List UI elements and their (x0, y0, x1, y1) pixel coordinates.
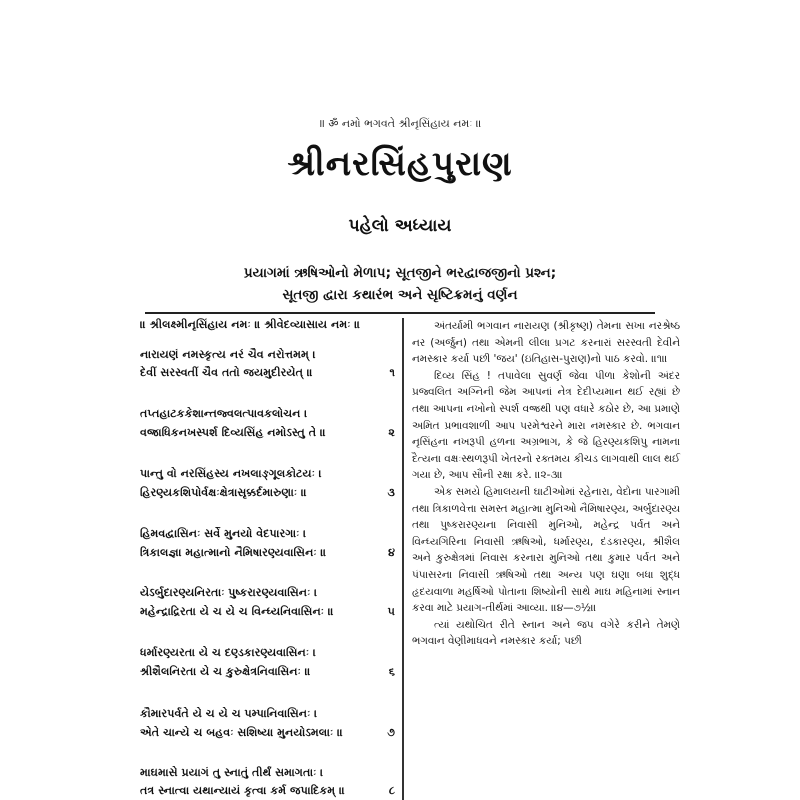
verse-line: પાન્તુ વો નરસિંહસ્ય નખલાઙ્ગૂલકોટયઃ । (140, 467, 322, 480)
invocation-line: ॥ ॐ નમો ભગવતે શ્રીનૃસિંહાય નમઃ ॥ (318, 117, 482, 130)
verse-text: ત્રિકાલજ્ઞા મહાત્માનો નૈમિષારણ્યવાસિનઃ ॥ (140, 546, 327, 559)
verse-text: દેવીં સરસ્વતીં ચૈવ તતો જયમુદીરયેત્ ॥ (140, 366, 313, 379)
verse-line: કૌમારપર્વતે યે ચ યે ચ પમ્પાનિવાસિનઃ । (140, 707, 318, 720)
chapter-summary (0, 262, 800, 306)
page-title: શ્રીનરસિંહપુરાણ (287, 144, 513, 184)
summary-line-1: પ્રયાગમાં ઋષિઓનો મેળાપ; સૂતજીને ભરદ્વાજજીનો પ્રશ્ન; (243, 265, 557, 281)
summary-line-2: સૂતજી દ્વારા કથારંભ અને સૃષ્ટિક્રમનું વર્ણન (282, 287, 518, 303)
verse-text: તત્ર સ્નાત્વા યથાન્યાયં કૃત્વા કર્મ જપાદિકમ્ ॥ (140, 784, 345, 797)
verse-line: ધર્મારણ્યરતા યે ચ દણ્ડકારણ્યવાસિનઃ । (140, 646, 316, 659)
verse-line: તપ્તહાટકકેશાન્તજ્વલત્પાવકલોચન । (140, 407, 308, 420)
verse-number: ૫ (387, 605, 395, 618)
verse-line (140, 784, 395, 798)
verse-line (140, 605, 395, 619)
verse-text: એતે ચાન્યે ચ બહવઃ સશિષ્યા મુનયોઽમલાઃ ॥ (140, 726, 344, 739)
translation-paragraph: ત્યાં યથોચિત રીતે સ્નાન અને જપ વગેરે કરીને તેમણે ભગવાન વેણીમાધવને નમસ્કાર કર્યા; પછી (412, 618, 680, 648)
verse-line: યેઽર્બુદારણ્યનિરતાઃ પુષ્કરારણ્યવાસિનઃ । (140, 586, 318, 599)
column-divider (402, 318, 404, 800)
verse-number: ૬ (388, 665, 395, 678)
translation-paragraph: અંતર્યામી ભગવાન નારાયણ (શ્રીકૃષ્ણ) તેમના સખા નરશ્રેષ્ઠ નર (અર્જુન) તથા એમની લીલા પ્રગટ કરનારાં સરસ્વતી દેવીને નમસ્કાર કર્યા પછી 'જય' (ઇતિહાસ-પુરાણ)નો પાઠ કરવો. ॥૧॥ (412, 320, 680, 366)
verse-line (140, 426, 395, 440)
verse-line (140, 546, 395, 560)
header-rule (145, 312, 655, 314)
verse-text: શ્રીશૈલનિરતા યે ચ કુરુક્ષેત્રનિવાસિનઃ ॥ (140, 665, 311, 678)
verse-text: વજ્રાધિકનખસ્પર્શ દિવ્યસિંહ નમોઽસ્તુ તે ॥ (140, 426, 326, 439)
verse-line (140, 726, 395, 740)
verse-line: હિમવદ્વાસિનઃ સર્વે મુનયો વેદપારગાઃ । (140, 527, 307, 540)
verse-number: ૨ (388, 426, 395, 439)
verse-text: મહેન્દ્રાદ્રિરતા યે ચ યે ચ વિન્ધ્યનિવાસિનઃ ॥ (140, 605, 334, 618)
verse-number: ૪ (388, 546, 395, 559)
verse-line (140, 366, 395, 380)
translation-column (412, 318, 680, 650)
verse-number: ૭ (387, 726, 395, 739)
translation-paragraph: દિવ્ય સિંહ ! તપાવેલા સુવર્ણ જેવા પીળા કેશોની અંદર પ્રજ્વલિત અગ્નિની જેમ આપનાં નેત્ર દેદીપ્યમાન થઈ રહ્યાં છે તથા આપના નખોનો સ્પર્શ વજ્રથી પણ વધારે કઠોર છે, આ પ્રમાણે અમિત પ્રભાવશાળી આપ પરમેશ્વરને મારા નમસ્કાર છે. ભગવાન નૃસિંહના નખરૂપી હળના અગ્રભાગ, કે જે હિરણ્યકશિપુ નામના દૈત્યના વક્ષઃસ્થળરૂપી ખેતરનો રક્તમય કીચડ લાગવાથી લાલ થઈ ગયા છે, આપ સૌની રક્ષા કરે. ॥૨-૩॥ (412, 369, 680, 482)
chapter-heading: પહેલો અધ્યાય (348, 216, 452, 236)
verse-text: હિરણ્યકશિપોર્વક્ષઃક્ષેત્રાસૃક્કર્દમારુણાઃ ॥ (140, 486, 307, 499)
verse-line: નારાયણં નમસ્કૃત્ય નરં ચૈવ નરોત્તમમ્ । (140, 348, 316, 361)
verse-line (140, 665, 395, 679)
translation-paragraph: એક સમયે હિમાલયની ઘાટીઓમાં રહેનારા, વેદોના પારગામી તથા ત્રિકાળવેત્તા સમસ્ત મહાત્મા મુનિઓ નૈમિષારણ્ય, અર્બુદારણ્ય તથા પુષ્કરારણ્યના નિવાસી મુનિઓ, મહેન્દ્ર પર્વત અને વિન્ધ્યગિરિના નિવાસી ઋષિઓ, ધર્મારણ્ય, દંડકારણ્ય, શ્રીશૈલ અને કુરુક્ષેત્રમાં નિવાસ કરનારા મુનિઓ તથા કુમાર પર્વત અને પંપાસરના નિવાસી ઋષિઓ તથા અન્ય પણ ઘણા બધા શુદ્ધ હૃદયવાળા મહર્ષિઓ પોતાના શિષ્યોની સાથે માઘ મહિનામાં સ્નાન કરવા માટે પ્રયાગ-તીર્થમાં આવ્યા. ॥૪—૭½॥ (412, 485, 680, 615)
verse-number: ૩ (387, 486, 395, 499)
verse-number: ૧ (389, 366, 395, 379)
sanskrit-invocation: ॥ શ્રીલક્ષ્મીનૃસિંહાય નમઃ ॥ શ્રીવેદવ્યાસાય નમઃ ॥ (140, 318, 361, 331)
verse-number: ૮ (388, 784, 395, 797)
verse-line: માઘમાસે પ્રયાગં તુ સ્નાતું તીર્થં સમાગતાઃ । (140, 766, 324, 779)
verse-line (140, 486, 395, 500)
